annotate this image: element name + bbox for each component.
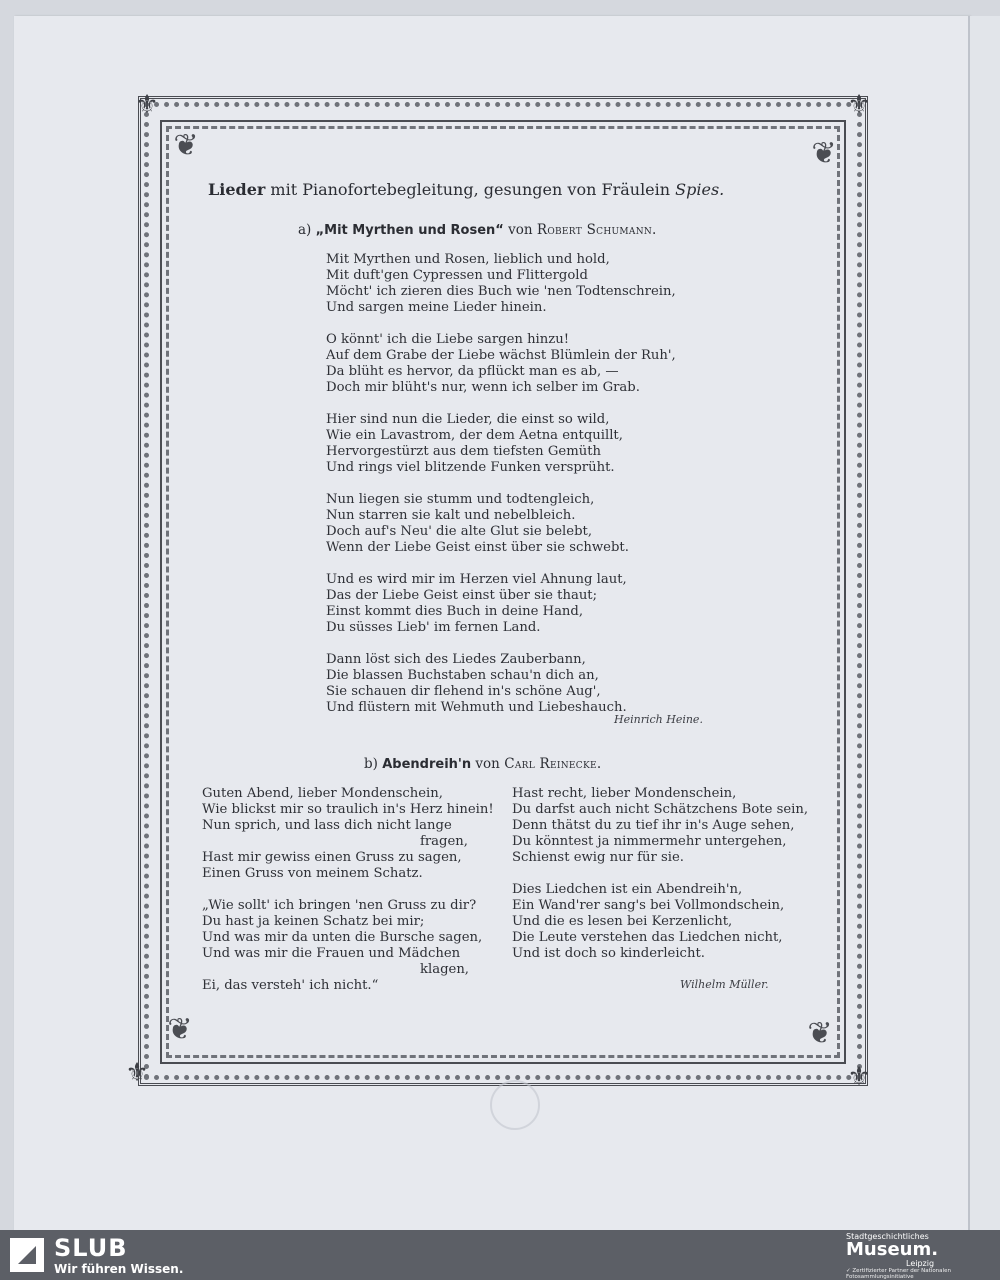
verse-line: Du darfst auch nicht Schätzchens Bote sein,	[512, 802, 809, 817]
song-b-composer: Carl Reinecke.	[504, 756, 602, 772]
verse-line: Auf dem Grabe der Liebe wächst Blümlein der Ruh',	[326, 348, 676, 363]
verse-line: Du hast ja keinen Schatz bei mir;	[202, 914, 425, 929]
song-b-title: Abendreih'n	[382, 757, 472, 772]
song-a-title: „Mit Myrthen und Rosen“	[315, 223, 504, 238]
verse-line: Sie schauen dir flehend in's schöne Aug',	[326, 684, 601, 699]
fleur-de-lis-icon: ⚜	[125, 1058, 149, 1088]
verse-line: fragen,	[420, 834, 468, 849]
verse-line: Ei, das versteh' ich nicht.“	[202, 978, 379, 993]
verse-line: Doch auf's Neu' die alte Glut sie belebt,	[326, 524, 593, 539]
song-b-title-line	[364, 756, 601, 772]
fleur-de-lis-icon: ⚜	[847, 90, 871, 120]
page-heading	[208, 180, 724, 199]
verse-line: Nun starren sie kalt und nebelbleich.	[326, 508, 576, 523]
verse-line: Ein Wand'rer sang's bei Vollmondschein,	[512, 898, 785, 913]
stanza	[202, 786, 494, 882]
song-a-title-line	[298, 222, 657, 238]
song-b-by: von	[471, 756, 505, 772]
stanza	[326, 412, 676, 476]
verse-line: Und was mir die Frauen und Mädchen	[202, 946, 461, 961]
verse-line: Die Leute verstehen das Liedchen nicht,	[512, 930, 783, 945]
heading-bold: Lieder	[208, 180, 266, 199]
verse-line: O könnt' ich die Liebe sargen hinzu!	[326, 332, 570, 347]
adjacent-page-edge	[968, 16, 1000, 1230]
museum-line1: Stadtgeschichtliches	[846, 1232, 929, 1241]
stanza	[202, 898, 494, 994]
verse-line: Wie ein Lavastrom, der dem Aetna entquillt,	[326, 428, 623, 443]
verse-line: „Wie sollt' ich bringen 'nen Gruss zu dir?	[202, 898, 477, 913]
song-a-composer: Robert Schumann.	[536, 222, 657, 238]
verse-line: Du süsses Lieb' im fernen Land.	[326, 620, 541, 635]
verse-line: Und was mir da unten die Bursche sagen,	[202, 930, 483, 945]
song-b-lyrics-right	[512, 786, 808, 978]
heading-text: mit Pianofortebegleitung, gesungen von Fräulein	[265, 180, 676, 199]
verse-line: Schienst ewig nur für sie.	[512, 850, 684, 865]
corner-ornament-icon: ❦	[811, 136, 837, 171]
verse-line: Mit duft'gen Cypressen und Flittergold	[326, 268, 588, 283]
song-b-lyrics-left	[202, 786, 494, 1010]
verse-line: Denn thätst du zu tief ihr in's Auge sehen,	[512, 818, 795, 833]
verse-line: Doch mir blüht's nur, wenn ich selber im Grab.	[326, 380, 640, 395]
viewer-footer	[0, 1230, 1000, 1280]
museum-line2: Museum.	[846, 1239, 939, 1260]
verse-line: Das der Liebe Geist einst über sie thaut;	[326, 588, 598, 603]
verse-line: Hast mir gewiss einen Gruss zu sagen,	[202, 850, 462, 865]
verse-line: Einen Gruss von meinem Schatz.	[202, 866, 423, 881]
stanza	[512, 786, 808, 866]
verse-line: Nun liegen sie stumm und todtengleich,	[326, 492, 595, 507]
verse-line: Und sargen meine Lieder hinein.	[326, 300, 547, 315]
verse-line: Dies Liedchen ist ein Abendreih'n,	[512, 882, 743, 897]
stanza	[512, 882, 808, 962]
verse-line: Nun sprich, und lass dich nicht lange	[202, 818, 452, 833]
stanza	[326, 572, 676, 636]
verse-line: Und rings viel blitzende Funken versprüht.	[326, 460, 615, 475]
verse-line: Und ist doch so kinderleicht.	[512, 946, 705, 961]
song-b-author: Wilhelm Müller.	[680, 978, 769, 991]
verse-line: klagen,	[420, 962, 470, 977]
song-a-marker: a)	[298, 222, 312, 238]
verse-line: Und es wird mir im Herzen viel Ahnung laut,	[326, 572, 627, 587]
song-a-by: von	[503, 222, 537, 238]
verse-line: Hast recht, lieber Mondenschein,	[512, 786, 737, 801]
slub-logo-icon[interactable]	[10, 1238, 44, 1272]
fleur-de-lis-icon: ⚜	[135, 90, 159, 120]
verse-line: Mit Myrthen und Rosen, lieblich und hold,	[326, 252, 610, 267]
stanza	[326, 652, 676, 716]
stanza	[326, 492, 676, 556]
corner-ornament-icon: ❦	[167, 1012, 193, 1047]
verse-line: Hervorgestürzt aus dem tiefsten Gemüth	[326, 444, 601, 459]
song-b-marker: b)	[364, 756, 378, 772]
museum-line3: Leipzig	[906, 1259, 935, 1268]
museum-line4: ✓ Zertifizierter Partner der Nationalen Fotosammlungsinitiative	[846, 1268, 951, 1280]
verse-line: Die blassen Buchstaben schau'n dich an,	[326, 668, 599, 683]
heading-singer: Spies.	[675, 180, 725, 199]
corner-ornament-icon: ❦	[807, 1016, 833, 1051]
fleur-de-lis-icon: ⚜	[847, 1062, 871, 1092]
song-a-lyrics	[326, 252, 676, 732]
slub-tagline: Wir führen Wissen.	[54, 1262, 184, 1276]
stanza	[326, 332, 676, 396]
verse-line: Hier sind nun die Lieder, die einst so wild,	[326, 412, 610, 427]
verse-line: Du könntest ja nimmermehr untergehen,	[512, 834, 787, 849]
stanza	[326, 252, 676, 316]
library-stamp	[490, 1080, 540, 1130]
verse-line: Und die es lesen bei Kerzenlicht,	[512, 914, 733, 929]
verse-line: Und flüstern mit Wehmuth und Liebeshauch.	[326, 700, 627, 715]
corner-ornament-icon: ❦	[173, 128, 199, 163]
verse-line: Dann löst sich des Liedes Zauberbann,	[326, 652, 586, 667]
verse-line: Wenn der Liebe Geist einst über sie schwebt.	[326, 540, 629, 555]
verse-line: Wie blickst mir so traulich in's Herz hinein!	[202, 802, 494, 817]
slub-name[interactable]: SLUB	[54, 1234, 128, 1262]
verse-line: Da blüht es hervor, da pflückt man es ab, —	[326, 364, 619, 379]
verse-line: Einst kommt dies Buch in deine Hand,	[326, 604, 584, 619]
museum-logo[interactable]	[846, 1232, 986, 1280]
verse-line: Guten Abend, lieber Mondenschein,	[202, 786, 443, 801]
song-a-author: Heinrich Heine.	[614, 713, 703, 726]
verse-line: Möcht' ich zieren dies Buch wie 'nen Todtenschrein,	[326, 284, 676, 299]
